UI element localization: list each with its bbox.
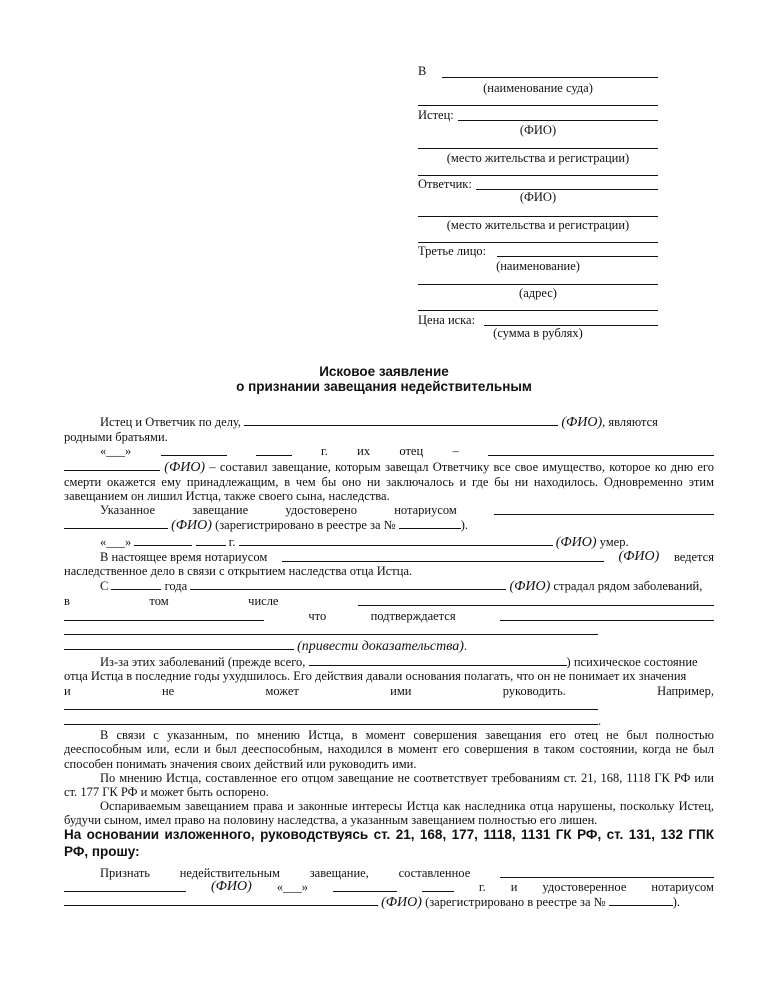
text: Указанное — [100, 503, 155, 518]
third-party-label: Третье лицо: — [418, 244, 487, 258]
blank-line — [309, 654, 567, 666]
text: С — [100, 579, 109, 594]
plaintiff-name-line — [458, 108, 658, 121]
text: г. — [321, 444, 328, 459]
third-party-name-line — [497, 244, 658, 257]
defendant-name-line — [476, 177, 658, 190]
blank-line — [358, 594, 714, 606]
text: завещание — [192, 503, 249, 518]
request-line1 — [64, 866, 714, 880]
defendant-fio-caption: (ФИО) — [519, 190, 557, 204]
text: г. — [478, 880, 486, 895]
fio-placeholder: (ФИО) — [210, 879, 252, 895]
text: Например, — [657, 683, 714, 698]
plaintiff-residence-caption: (место жительства и регистрации) — [446, 151, 630, 165]
text: может — [265, 683, 299, 698]
defendant-label: Ответчик: — [418, 177, 472, 191]
blank-line — [111, 578, 161, 590]
paragraph-4 — [64, 534, 714, 550]
defendant-residence-caption: (место жительства и регистрации) — [446, 218, 630, 232]
blank-line — [609, 894, 673, 906]
text: Истец и Ответчик по делу, — [100, 415, 242, 429]
fio-placeholder: (ФИО) — [555, 534, 597, 550]
defendant-address-line — [418, 204, 658, 217]
evidence-placeholder: (привести доказательства) — [297, 639, 464, 655]
paragraph-3-line1 — [64, 503, 714, 517]
text: недействительным — [179, 866, 280, 880]
request-heading: На основании изложенного, руководствуясь ст. 21, 168, 177, 1118, 1131 ГК РФ, ст. 131, 132 ГПК РФ, прошу: — [64, 827, 714, 859]
text: нотариусом — [651, 880, 714, 895]
blank-line — [64, 880, 186, 892]
fio-placeholder: (ФИО) — [171, 518, 212, 534]
text: и — [510, 880, 518, 895]
blank-line — [399, 517, 461, 529]
text: том — [149, 594, 169, 609]
paragraph-1 — [64, 414, 714, 430]
text: удостоверено — [285, 503, 357, 518]
claim-body — [64, 414, 714, 828]
paragraph-7-line4 — [64, 698, 714, 713]
paragraph-7-cont: отца Истца в последние годы ухудшилось. Его действия давали основания полагать, что он не понимает их значения — [64, 669, 687, 684]
document-title-line2: о признании завещания недействительным — [236, 379, 532, 394]
blank-line — [64, 638, 294, 650]
text: ими — [390, 683, 412, 698]
text: отец — [399, 444, 424, 459]
text: г. — [228, 534, 236, 549]
plaintiff-address-line — [418, 136, 658, 149]
text: их — [357, 444, 371, 459]
fio-placeholder: (ФИО) — [561, 415, 603, 430]
paragraph-3-line2 — [64, 517, 714, 533]
paragraph-6-line5 — [64, 638, 714, 654]
text: нотариусом — [394, 503, 457, 518]
paragraph-5-cont: наследственное дело в связи с открытием наследства отца Истца. — [64, 564, 413, 579]
blank-line — [418, 163, 658, 176]
court-to-label: В — [418, 64, 427, 78]
third-party-name-caption: (наименование) — [496, 259, 580, 273]
blank-line — [64, 609, 264, 621]
text: года — [164, 579, 188, 594]
blank-line — [64, 459, 160, 471]
request-line2 — [64, 880, 714, 894]
blank-line — [244, 414, 558, 426]
text: в — [64, 594, 70, 609]
blank-line — [239, 534, 553, 546]
paragraph-9: По мнению Истца, составленное его отцом завещание не соответствует требованиям ст. 21, 168, 1118 ГК РФ или ст. 177 ГК РФ и может быть оспорено. — [64, 770, 714, 800]
blank-line — [422, 880, 454, 892]
request-body — [64, 866, 714, 911]
blank-line — [500, 609, 714, 621]
blank-line — [500, 866, 714, 878]
paragraph-6-line3 — [64, 609, 714, 623]
blank-line — [488, 444, 714, 456]
blank-line — [418, 93, 658, 106]
paragraph-6-line2 — [64, 594, 714, 608]
date-quote: «___» — [100, 534, 132, 549]
request-line3 — [64, 894, 714, 910]
text: не — [161, 683, 175, 698]
text: В настоящее время нотариусом — [100, 549, 268, 564]
text: числе — [248, 594, 279, 609]
blank-line — [64, 517, 168, 529]
blank-line — [282, 550, 604, 562]
fio-placeholder: (ФИО) — [618, 548, 660, 564]
paragraph-10: Оспариваемым завещанием права и законные интересы Истца как наследника отца нарушены, поскольку Истец, будучи сыном, имел право на половину наследства, а указанным завещанием полностью его лишен. — [64, 799, 714, 828]
text: и — [64, 683, 71, 698]
text: . — [463, 639, 468, 654]
claim-price-label: Цена иска: — [418, 313, 476, 327]
fio-placeholder: (ФИО) — [164, 459, 206, 475]
blank-line — [64, 698, 598, 710]
text: составленное — [398, 866, 471, 880]
text: ). — [460, 518, 469, 533]
text: страдал рядом заболеваний, — [553, 579, 703, 594]
claim-price-line — [484, 313, 658, 326]
plaintiff-label: Истец: — [418, 108, 454, 122]
blank-line — [190, 578, 506, 590]
paragraph-6 — [64, 578, 714, 594]
text: – составил завещание, которым завещал Ответчику все свое имущество, которое ко дню его смерти окажется ему принадлежащим, в чем бы оно ни заключалось и где бы ни находилось. Одновременно этим завещанием он лишил Истца, также своего сына, наследства. — [64, 459, 714, 504]
blank-line — [134, 534, 192, 546]
paragraph-8: В связи с указанным, по мнению Истца, в момент совершения завещания его отец не был полностью дееспособным или, если и был дееспособным, находился в момент его совершения в таком состоянии, когда не был способен понимать значения своих действий или руководить ими. — [64, 728, 714, 771]
paragraph-2 — [64, 459, 714, 504]
text: завещание, — [309, 866, 369, 880]
text: , являются — [602, 415, 658, 429]
blank-line — [161, 444, 227, 456]
court-caption: (наименование суда) — [483, 81, 593, 95]
paragraph-7 — [64, 654, 714, 669]
blank-line — [333, 880, 397, 892]
text: – — [452, 444, 459, 459]
blank-line — [494, 503, 714, 515]
blank-line — [64, 713, 598, 725]
paragraph-5-line1 — [64, 550, 714, 564]
fio-placeholder: (ФИО) — [509, 579, 551, 595]
date-quote: «___» — [276, 880, 308, 895]
fio-placeholder: (ФИО) — [381, 895, 422, 911]
text: ) психическое состояние — [566, 655, 698, 670]
blank-line — [196, 534, 226, 546]
text: подтверждается — [370, 608, 456, 623]
text: руководить. — [502, 683, 566, 698]
court-name-line — [442, 64, 658, 78]
claim-sum-caption: (сумма в рублях) — [493, 326, 583, 340]
text: умер. — [599, 534, 629, 549]
paragraph-6-line4 — [64, 623, 714, 638]
third-party-address-caption: (адрес) — [519, 286, 557, 300]
blank-line — [418, 230, 658, 243]
date-quote: «___» — [100, 444, 132, 459]
paragraph-2-line1 — [64, 444, 714, 458]
plaintiff-fio-caption: (ФИО) — [519, 123, 557, 137]
text: Из-за этих заболеваний (прежде всего, — [100, 655, 306, 670]
text: (зарегистрировано в реестре за № — [425, 895, 606, 910]
text: что — [308, 608, 327, 623]
paragraph-7-line5: . — [64, 713, 714, 728]
text: удостоверенное — [542, 880, 627, 895]
text: ведется — [673, 549, 714, 564]
third-party-address-line — [418, 272, 658, 285]
text: Признать — [100, 866, 150, 880]
text: ). — [672, 895, 681, 910]
blank-line — [64, 623, 598, 635]
text: (зарегистрировано в реестре за № — [215, 518, 396, 533]
blank-line — [64, 894, 378, 906]
blank-line — [256, 444, 292, 456]
paragraph-7-line3 — [64, 684, 714, 698]
document-title-line1: Исковое заявление — [319, 364, 449, 379]
paragraph-1-cont: родными братьями. — [64, 430, 168, 445]
blank-line — [418, 298, 658, 311]
